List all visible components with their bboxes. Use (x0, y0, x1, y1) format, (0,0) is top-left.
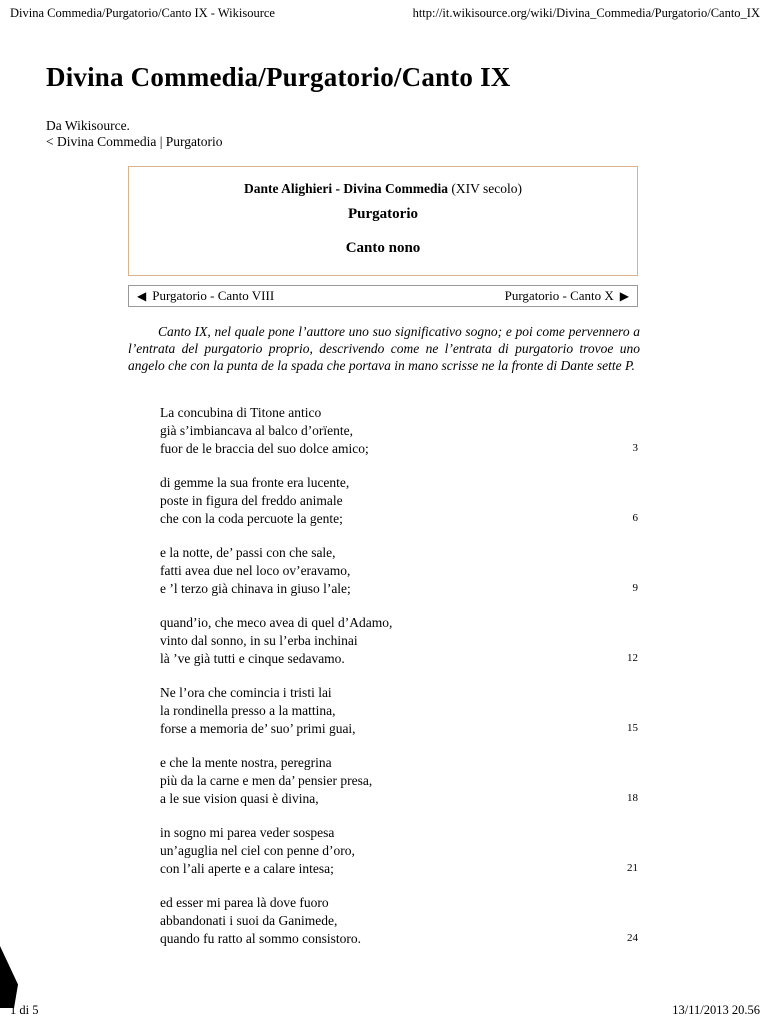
next-canto-link[interactable] (505, 288, 629, 304)
tercet (160, 684, 638, 738)
work-canto: Canto nono (345, 240, 421, 257)
verse-line: poste in figura del freddo animale (160, 493, 343, 509)
verse-number: 9 (632, 582, 638, 595)
tercet (160, 754, 638, 808)
tercet (160, 894, 638, 948)
scan-artifact (0, 946, 18, 1008)
verse-line: abbandonati i suoi da Ganimede, (160, 913, 338, 929)
tercet-lines (160, 614, 638, 668)
verse-line: quand’io, che meco avea di quel d’Adamo, (160, 615, 393, 631)
print-footer (10, 1003, 760, 1018)
verse-number: 21 (627, 862, 638, 875)
tercet-lines (160, 684, 638, 738)
canto-navbar (128, 285, 638, 307)
verse-line: fuor de le braccia del suo dolce amico; (160, 441, 369, 457)
verse-line: là ’ve già tutti e cinque sedavamo. (160, 651, 345, 667)
tercet (160, 824, 638, 878)
prev-canto-label: Purgatorio - Canto VIII (152, 288, 275, 304)
next-canto-label: Purgatorio - Canto X (504, 288, 614, 304)
prev-canto-link[interactable] (137, 288, 274, 304)
verse-line: quando fu ratto al sommo consistoro. (160, 931, 361, 947)
verse-line: fatti avea due nel loco ov’eravamo, (160, 563, 351, 579)
verse-number: 3 (632, 442, 638, 455)
verse-line: Ne l’ora che comincia i tristi lai (160, 685, 332, 701)
work-era: (XIV secolo) (448, 181, 522, 197)
verse-number: 18 (627, 792, 638, 805)
verse-line: più da la carne e men da’ pensier presa, (160, 773, 373, 789)
verse-number: 6 (632, 512, 638, 525)
tercet-lines (160, 894, 638, 948)
verse-line: la rondinella presso a la mattina, (160, 703, 336, 719)
verse-line: in sogno mi parea veder sospesa (160, 825, 335, 841)
print-datetime: 13/11/2013 20.56 (672, 1003, 760, 1017)
verse-line: di gemme la sua fronte era lucente, (160, 475, 350, 491)
page-title: Divina Commedia/Purgatorio/Canto IX (46, 62, 511, 92)
print-header-title: Divina Commedia/Purgatorio/Canto IX - Wikisource (10, 6, 275, 20)
tercet-lines (160, 824, 638, 878)
print-header (10, 6, 760, 21)
verse-line: forse a memoria de’ suo’ primi guai, (160, 721, 356, 737)
page-number: 1 di 5 (10, 1003, 39, 1017)
verse-line: ed esser mi parea là dove fuoro (160, 895, 329, 911)
verse-number: 24 (627, 932, 638, 945)
work-author-title: Dante Alighieri - Divina Commedia (244, 181, 448, 197)
verse-line: e ’l terzo già chinava in giuso l’ale; (160, 581, 351, 597)
next-arrow-icon: ▶ (619, 289, 629, 304)
verse-line: che con la coda percuote la gente; (160, 511, 343, 527)
verse-line: già s’imbiancava al balco d’orïente, (160, 423, 354, 439)
verse-line: e che la mente nostra, peregrina (160, 755, 332, 771)
verse-line: vinto dal sonno, in su l’erba inchinai (160, 633, 358, 649)
prev-arrow-icon: ◀ (137, 289, 147, 304)
verse-number: 12 (627, 652, 638, 665)
page-content (46, 62, 722, 948)
breadcrumb[interactable]: < Divina Commedia | Purgatorio (46, 134, 223, 150)
tercet (160, 614, 638, 668)
verse-line: La concubina di Titone antico (160, 405, 322, 421)
tercet-lines (160, 474, 638, 528)
work-section: Purgatorio (348, 206, 418, 223)
print-header-url: http://it.wikisource.org/wiki/Divina_Commedia/Purgatorio/Canto_IX (412, 6, 760, 20)
work-header-line (137, 181, 629, 197)
canto-summary: Canto IX, nel quale pone l’auttore uno suo significativo sogno; e poi come pervennero a l’entrata del purgatorio proprio, descrivendo come ne l’entrata di purgatorio trovoe uno angelo che con la punta de la spada che portava in mano scrisse ne la fronte di Dante sette P. (128, 324, 640, 374)
tercet (160, 474, 638, 528)
verse-line: un’aguglia nel ciel con penne d’oro, (160, 843, 355, 859)
tercet-lines (160, 404, 638, 458)
tercet (160, 544, 638, 598)
tercet (160, 404, 638, 458)
site-note: Da Wikisource. (46, 118, 130, 134)
verse-line: a le sue vision quasi è divina, (160, 791, 319, 807)
verse-line: e la notte, de’ passi con che sale, (160, 545, 336, 561)
work-info-box (128, 166, 638, 276)
poem (160, 404, 638, 948)
verse-line: con l’ali aperte e a calare intesa; (160, 861, 334, 877)
tercet-lines (160, 754, 638, 808)
verse-number: 15 (627, 722, 638, 735)
tercet-lines (160, 544, 638, 598)
